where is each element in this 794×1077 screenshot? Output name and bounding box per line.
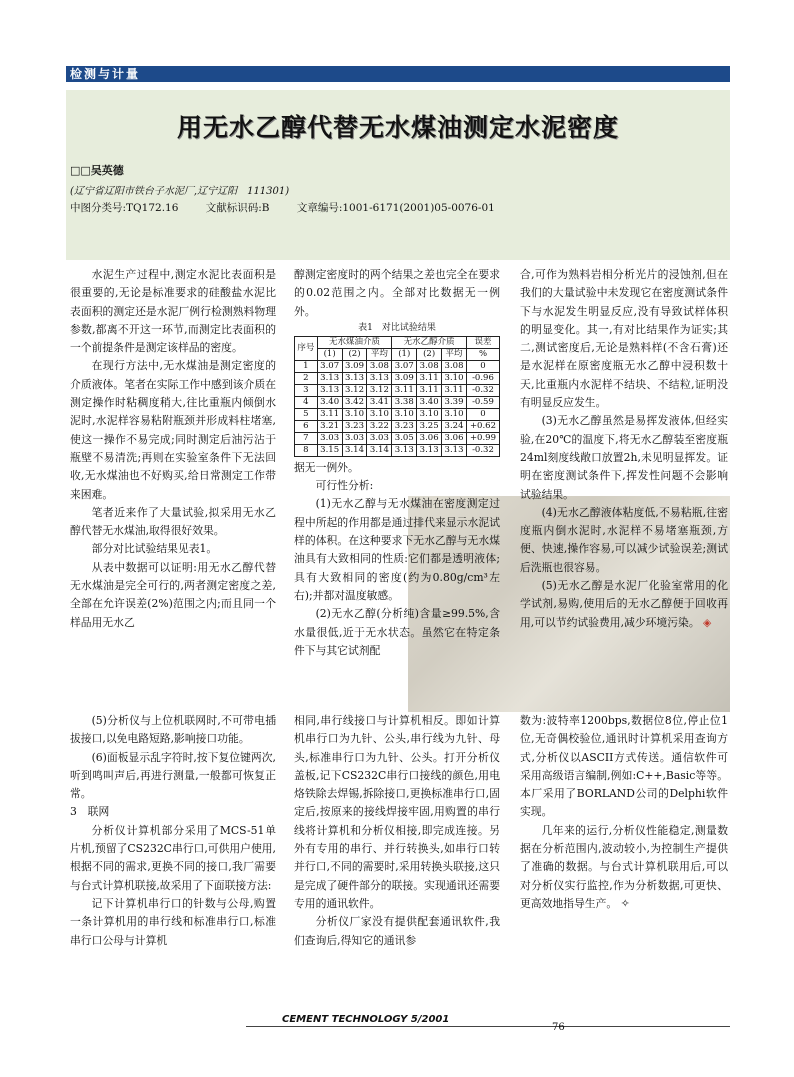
section-heading: 3 联网 [70,805,110,819]
header-no: 序号 [295,336,318,360]
paragraph: 醇测定密度时的两个结果之差也完全在要求的0.02范围之内。全部对比数据无一例外。 [294,268,500,318]
table-cell: 4 [295,396,318,408]
table-row [295,372,500,384]
table-row [295,408,500,420]
column-1 [70,266,276,632]
header-avg: 平均 [442,348,467,360]
table-cell: 8 [295,444,318,456]
table-cell: 3.11 [392,384,417,396]
table-cell: 3.13 [417,444,442,456]
paragraph: 分析仪厂家没有提供配套通讯软件,我们查询后,得知它的通讯参 [294,915,500,947]
header-2: (2) [342,348,367,360]
table-cell: 6 [295,420,318,432]
table-row [295,420,500,432]
table-cell: 3.13 [317,372,342,384]
table-cell: 3.07 [317,360,342,372]
table-cell: 3.21 [317,420,342,432]
header-kerosene: 无水煤油介质 [317,336,392,348]
table-cell: 3.40 [417,396,442,408]
table-cell: 3.13 [367,372,392,384]
table-cell: 3.41 [367,396,392,408]
table-cell: 3.12 [367,384,392,396]
footer-rule [246,1026,730,1027]
header-ethanol: 无水乙醇介质 [392,336,467,348]
table-cell: 3.10 [442,408,467,420]
column-1-lower [70,712,276,950]
section-label: 检测与计量 [70,67,141,81]
table-cell: -0.96 [466,372,499,384]
table-cell: 0 [466,360,499,372]
end-mark-icon: ◈ [699,615,712,629]
affiliation: (辽宁省辽阳市铁台子水泥厂,辽宁辽阳 111301) [70,186,290,197]
table-cell: 3.06 [417,432,442,444]
table-cell: 3.05 [392,432,417,444]
table-row [295,384,500,396]
paragraph: 合,可作为熟料岩相分析光片的浸蚀剂,但在我们的大量试验中未发现它在密度测试条件下与水泥发生明显反应,没有导致试样体积的明显变化。其一,有对比结果作为证实;其二,测试密度后,无论是熟料样(不含石膏)还是水泥样在原密度瓶无水乙醇中浸积数十天,比重瓶内水泥样不结块、不结粒,证明没有明显反应发生。 [520,268,728,410]
table-caption: 表1 对比试验结果 [358,322,436,333]
paragraph: (1)无水乙醇与无水煤油在密度测定过程中所起的作用都是通过排代来显示水泥试样的体积。在这种要求下无水乙醇与无水煤油具有大致相同的性质:它们都是透明液体;具有大致相同的密度(约为0.80g/cm³左右);并都对温度敏感。 [294,497,500,602]
table-cell: 3.14 [342,444,367,456]
header-1: (1) [317,348,342,360]
paragraph [520,577,728,632]
paragraph: 笔者近来作了大量试验,拟采用无水乙醇代替无水煤油,取得很好效果。 [70,505,276,538]
table-cell: 3.39 [442,396,467,408]
table-cell: 3.03 [367,432,392,444]
table-cell: 3.11 [417,384,442,396]
table-row [295,432,500,444]
paragraph: 据无一例外。 [294,460,359,474]
table-cell: 3.03 [342,432,367,444]
table-cell: +0.62 [466,420,499,432]
column-3 [520,266,728,632]
journal-footer: CEMENT TECHNOLOGY 5/2001 [282,1014,450,1025]
header-2: (2) [417,348,442,360]
table-cell: 3.23 [392,420,417,432]
paragraph-text: 几年来的运行,分析仪性能稳定,测量数据在分析范围内,波动较小,为控制生产提供了准确的数据。与台式计算机联用后,可以对分析仪实行监控,作为分析数据,可更快、更高效地指导生产。 [520,823,728,910]
table-cell: 3.25 [417,420,442,432]
table-cell: 3.10 [342,408,367,420]
table-cell: 7 [295,432,318,444]
table-cell: -0.59 [466,396,499,408]
paragraph: (4)无水乙醇液体粘度低,不易粘瓶,往密度瓶内倒水泥时,水泥样不易堵塞瓶颈,方便、快速,操作容易,可以减少试验误差;测试后洗瓶也很容易。 [520,505,728,574]
table-cell: 3.24 [442,420,467,432]
table-cell: 1 [295,360,318,372]
table-row [295,360,500,372]
paragraph: 在现行方法中,无水煤油是测定密度的介质液体。笔者在实际工作中感到该介质在测定操作时粘稠度稍大,往比重瓶内倾倒水泥时,水泥样容易粘附瓶颈并形成料柱堵塞,使这一操作不易完成;同时测定后油污沾于瓶壁不易清洗;再则在实验室条件下无法回收,无水煤油也不好购买,给日常测定工作带来困难。 [70,359,276,501]
table-cell: 3.40 [317,396,342,408]
author: □□吴英德 [70,164,124,177]
paragraph: 数为:波特率1200bps,数据位8位,停止位1位,无奇偶校验位,通讯时计算机采用查询方式,分析仪以ASCII方式传送。通信软件可采用高级语言编制,例如:C++,Basic等等。本厂采用了BORLAND公司的Delphi软件实现。 [520,714,728,819]
paragraph: 分析仪计算机部分采用了MCS-51单片机,预留了CS232C串行口,可供用户使用,根据不同的需求,更换不同的接口,我厂需要与台式计算机联接,故采用了下面联接方法: [70,823,276,892]
table-cell: 3.06 [442,432,467,444]
table-cell: 3.10 [417,408,442,420]
paragraph: 从表中数据可以证明:用无水乙醇代替无水煤油是完全可行的,两者测定密度之差,全部在允许误差(2%)范围之内;而且同一个样品用无水乙 [70,560,276,629]
end-mark-icon: ✧ [617,896,630,910]
table-cell: 3.10 [442,372,467,384]
table-cell: -0.32 [466,384,499,396]
column-3-lower [520,712,728,913]
table-cell: 3.14 [367,444,392,456]
table-row [295,444,500,456]
paragraph: 记下计算机串行口的针数与公母,购置一条计算机用的串行线和标准串行口,标准串行口公母与计算机 [70,896,276,947]
table-cell: 3.09 [342,360,367,372]
paragraph: (6)面板显示乱字符时,按下复位键两次,听到鸣叫声后,再进行测量,一般都可恢复正常。 [70,750,276,801]
paragraph: 可行性分析: [315,479,374,493]
table-cell: 3.11 [442,384,467,396]
comparison-table [294,336,500,457]
page-number: 76 [552,1022,565,1033]
paragraph: 相同,串行线接口与计算机相反。即如计算机串行口为九针、公头,串行线为九针、母头,标准串行口为九针、公头。打开分析仪盖板,记下CS232C串行口接线的颜色,用电烙铁除去焊锡,拆除接口,更换标准串行口,固定后,按原来的接线焊接牢固,用购置的串行线将计算机和分析仪相接,即完成连接。另外有专用的串行、并行转换头,如串行口转并行口,不同的需要时,采用转换头联接,这只是完成了硬件部分的联接。实现通讯还需要专用的通讯软件。 [294,714,500,910]
paragraph [520,822,728,913]
table-cell: 3.10 [367,408,392,420]
header-pct: % [466,348,499,360]
paragraph: 水泥生产过程中,测定水泥比表面积是很重要的,无论是标准要求的硅酸盐水泥比表面积的测定还是水泥厂例行检测熟料物理参数,都离不开这一环节,而测定比表面积的一个前提条件是测定该样品的密度。 [70,268,276,355]
paragraph: (3)无水乙醇虽然是易挥发液体,但经实验,在20℃的温度下,将无水乙醇装至密度瓶24ml刻度线敞口放置2h,未见明显挥发。证明在密度测试条件下,挥发性问题不会影响试验结果。 [520,414,728,501]
header-error: 误差 [466,336,499,348]
article-title: 用无水乙醇代替无水煤油测定水泥密度 [176,113,619,142]
table-row [295,396,500,408]
table-cell: 3.09 [392,372,417,384]
paragraph: (5)分析仪与上位机联网时,不可带电插拔接口,以免电路短路,影响接口功能。 [70,714,276,746]
table-cell: 3.13 [317,384,342,396]
table-cell: 3 [295,384,318,396]
table-cell: 2 [295,372,318,384]
title-banner [66,90,730,260]
header-1: (1) [392,348,417,360]
section-header-bar [66,66,730,82]
table-cell: 3.08 [417,360,442,372]
column-2-lower [294,712,500,950]
table-cell: 3.22 [367,420,392,432]
table-cell: +0.99 [466,432,499,444]
document-code: 文献标识码:B [205,202,270,214]
table-cell: 0 [466,408,499,420]
table-cell: -0.32 [466,444,499,456]
table-cell: 3.07 [392,360,417,372]
table-cell: 3.12 [342,384,367,396]
article-number: 文章编号:1001-6171(2001)05-0076-01 [296,202,495,214]
table-cell: 3.23 [342,420,367,432]
table-cell: 3.11 [317,408,342,420]
column-2 [294,266,500,660]
table-cell: 3.13 [392,444,417,456]
table-cell: 3.13 [342,372,367,384]
table-cell: 3.10 [392,408,417,420]
table-cell: 3.03 [317,432,342,444]
clc-number: 中图分类号:TQ172.16 [70,202,179,214]
table-cell: 3.11 [417,372,442,384]
table-cell: 3.38 [392,396,417,408]
table-cell: 3.42 [342,396,367,408]
table-cell: 3.15 [317,444,342,456]
paragraph: (2)无水乙醇(分析纯)含量≥99.5%,含水量很低,近于无水状态。虽然它在特定条件下与其它试剂配 [294,607,500,657]
table-cell: 3.08 [442,360,467,372]
header-avg: 平均 [367,348,392,360]
table-cell: 5 [295,408,318,420]
table-cell: 3.13 [442,444,467,456]
article-meta [70,200,519,215]
table-cell: 3.08 [367,360,392,372]
paragraph-text: (5)无水乙醇是水泥厂化验室常用的化学试剂,易购,使用后的无水乙醇便于回收再用,可以节约试验费用,减少环境污染。 [520,579,728,629]
paragraph: 部分对比试验结果见表1。 [91,542,218,556]
